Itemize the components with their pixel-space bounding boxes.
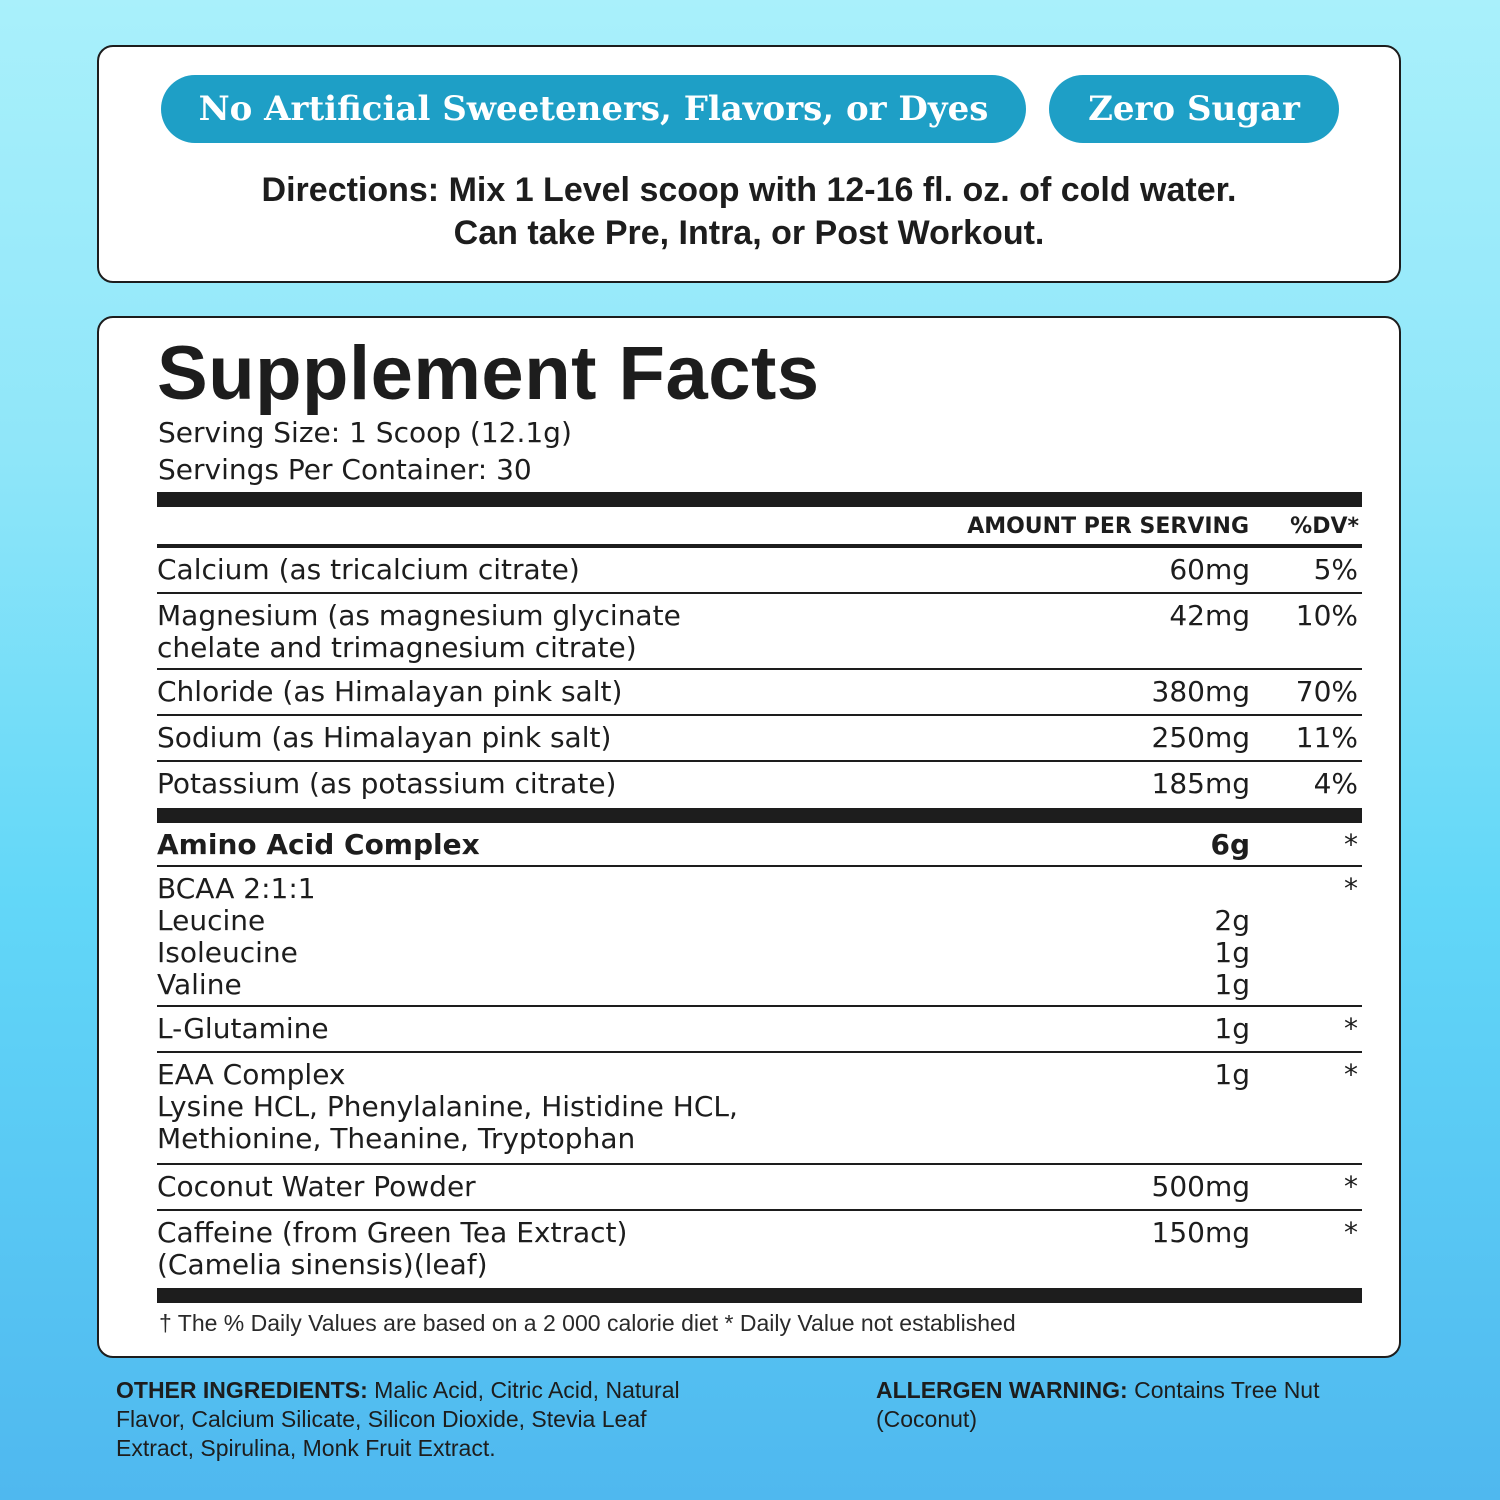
table-row	[157, 716, 1362, 762]
supplement-facts-panel	[97, 316, 1401, 1358]
nutrient-amount: 185mg	[1151, 767, 1250, 800]
divider-thick	[157, 808, 1362, 823]
nutrient-amount: 500mg	[1151, 1170, 1250, 1203]
table-row	[157, 1165, 1362, 1211]
nutrient-name: Potassium (as potassium citrate)	[157, 767, 617, 800]
nutrient-dv: 10%	[1295, 599, 1358, 632]
table-row	[157, 548, 1362, 594]
divider-thick	[157, 1288, 1362, 1303]
dv-footnote: † The % Daily Values are based on a 2 000 calorie diet * Daily Value not established	[159, 1310, 1016, 1336]
nutrient-name: Caffeine (from Green Tea Extract) (Camelia sinensis)(leaf)	[157, 1216, 628, 1281]
nutrient-dv: *	[1344, 1058, 1358, 1091]
nutrient-name: EAA Complex Lysine HCL, Phenylalanine, Histidine HCL, Methionine, Theanine, Tryptophan	[157, 1058, 738, 1155]
nutrient-dv: 4%	[1313, 767, 1358, 800]
nutrient-name: L-Glutamine	[157, 1012, 329, 1045]
nutrient-dv: *	[1344, 872, 1358, 905]
nutrient-dv: 11%	[1295, 721, 1358, 754]
nutrient-dv: *	[1344, 1170, 1358, 1203]
nutrient-amount: 60mg	[1169, 553, 1250, 586]
zero-sugar-badge: Zero Sugar	[1049, 75, 1339, 143]
other-ingredients	[116, 1376, 716, 1463]
nutrient-name: Coconut Water Powder	[157, 1170, 476, 1203]
nutrient-dv: *	[1344, 1216, 1358, 1249]
no-artificial-badge: No Artificial Sweeteners, Flavors, or Dyes	[161, 75, 1026, 143]
table-row	[157, 762, 1362, 806]
allergen-label: ALLERGEN WARNING:	[876, 1377, 1128, 1403]
table-row	[157, 594, 1362, 670]
nutrient-amount: 380mg	[1151, 675, 1250, 708]
other-ingredients-label: OTHER INGREDIENTS:	[116, 1377, 368, 1403]
table-row	[157, 1211, 1362, 1287]
serving-size: Serving Size: 1 Scoop (12.1g)	[158, 416, 572, 449]
directions-line-1: Directions: Mix 1 Level scoop with 12-16 fl. oz. of cold water.	[261, 171, 1237, 209]
nutrient-dv: *	[1344, 1012, 1358, 1045]
nutrient-amount: 250mg	[1151, 721, 1250, 754]
nutrient-amount: 150mg	[1151, 1216, 1250, 1249]
nutrient-name: Sodium (as Himalayan pink salt)	[157, 721, 612, 754]
nutrient-name: BCAA 2:1:1 Leucine Isoleucine Valine	[157, 872, 316, 1001]
nutrient-amount: 6g	[1210, 828, 1250, 861]
nutrient-amount: 2g 1g 1g	[1214, 904, 1250, 1001]
table-row	[157, 670, 1362, 716]
allergen-warning	[876, 1376, 1416, 1434]
other-ingredients-text: Malic Acid, Citric Acid, Natural Flavor, Calcium Silicate, Silicon Dioxide, Stevia Leaf Extract, Spirulina, Monk Fruit Extract.	[116, 1377, 680, 1461]
table-row	[157, 867, 1362, 1007]
nutrient-name: Amino Acid Complex	[157, 828, 480, 861]
nutrient-amount: 1g	[1214, 1058, 1250, 1091]
nutrient-name: Magnesium (as magnesium glycinate chelate and trimagnesium citrate)	[157, 599, 681, 664]
nutrient-name: Chloride (as Himalayan pink salt)	[157, 675, 623, 708]
nutrient-dv: 70%	[1295, 675, 1358, 708]
divider-thick	[157, 492, 1362, 507]
nutrient-amount: 42mg	[1169, 599, 1250, 632]
table-row	[157, 1053, 1362, 1165]
dv-column-header: %DV*	[1290, 514, 1359, 539]
allergen-text: Contains Tree Nut (Coconut)	[876, 1377, 1320, 1432]
table-row	[157, 1007, 1362, 1053]
directions-line-2: Can take Pre, Intra, or Post Workout.	[453, 214, 1045, 252]
facts-title: Supplement Facts	[157, 331, 820, 416]
nutrient-amount: 1g	[1214, 1012, 1250, 1045]
nutrient-name: Calcium (as tricalcium citrate)	[157, 553, 580, 586]
badges-directions-panel	[97, 45, 1401, 283]
table-row	[157, 823, 1362, 867]
amount-column-header: AMOUNT PER SERVING	[967, 514, 1249, 539]
servings-per-container: Servings Per Container: 30	[158, 453, 532, 486]
nutrient-dv: *	[1344, 828, 1358, 861]
nutrient-dv: 5%	[1313, 553, 1358, 586]
